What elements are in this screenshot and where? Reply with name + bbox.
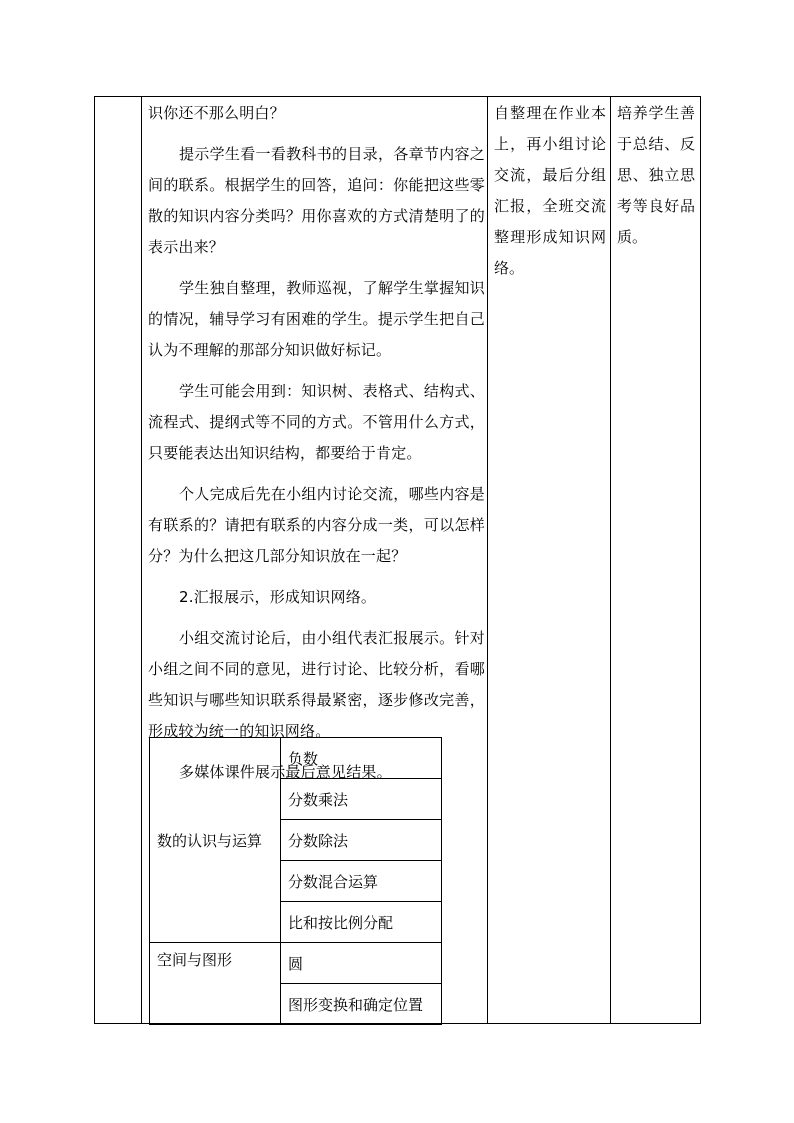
knowledge-item: 分数混合运算 [281, 861, 442, 902]
paragraph: 识你还不那么明白？ [148, 104, 285, 122]
knowledge-item: 比和按比例分配 [281, 902, 442, 943]
knowledge-item: 图形变换和确定位置 [281, 984, 442, 1025]
knowledge-item: 负数 [281, 738, 442, 779]
paragraph: 提示学生看一看教科书的目录，各章节内容之间的联系。根据学生的回答，追问：你能把这些零散的知识内容分类吗？用你喜欢的方式清楚明了的表示出来？ [148, 145, 485, 256]
knowledge-item: 分数除法 [281, 820, 442, 861]
category-label: 空间与图形 [150, 943, 281, 1025]
knowledge-item: 分数乘法 [281, 779, 442, 820]
design-intent-text: 培养学生善于总结、反思、独立思考等良好品质。 [617, 104, 695, 246]
paragraph: 学生独自整理，教师巡视，了解学生掌握知识的情况，辅导学习有困难的学生。提示学生把自己认为不理解的那部分知识做好标记。 [148, 279, 485, 359]
knowledge-item: 圆 [281, 943, 442, 984]
column-divider-2 [487, 96, 488, 1024]
teaching-process-column [148, 98, 485, 798]
paragraph: 多媒体课件展示最后意见结果。 [179, 763, 392, 781]
category-label: 数的认识与运算 [150, 738, 281, 943]
paragraph: 个人完成后先在小组内讨论交流，哪些内容是有联系的？请把有联系的内容分成一类，可以怎样分？为什么把这几部分知识放在一起？ [148, 485, 485, 565]
knowledge-network-table [149, 737, 442, 1025]
column-divider-1 [141, 96, 142, 1024]
student-activity-text: 自整理在作业本上，再小组讨论交流，最后分组汇报，全班交流整理形成知识网络。 [494, 104, 606, 277]
paragraph: 2.汇报展示，形成知识网络。 [179, 588, 377, 606]
paragraph: 小组交流讨论后，由小组代表汇报展示。针对小组之间不同的意见，进行讨论、比较分析，看哪些知识与哪些知识联系得最紧密，逐步修改完善，形成较为统一的知识网络。 [148, 629, 485, 740]
column-divider-3 [610, 96, 611, 1024]
paragraph: 学生可能会用到：知识树、表格式、结构式、流程式、提纲式等不同的方式。不管用什么方式，只要能表达出知识结构，都要给于肯定。 [148, 382, 485, 462]
